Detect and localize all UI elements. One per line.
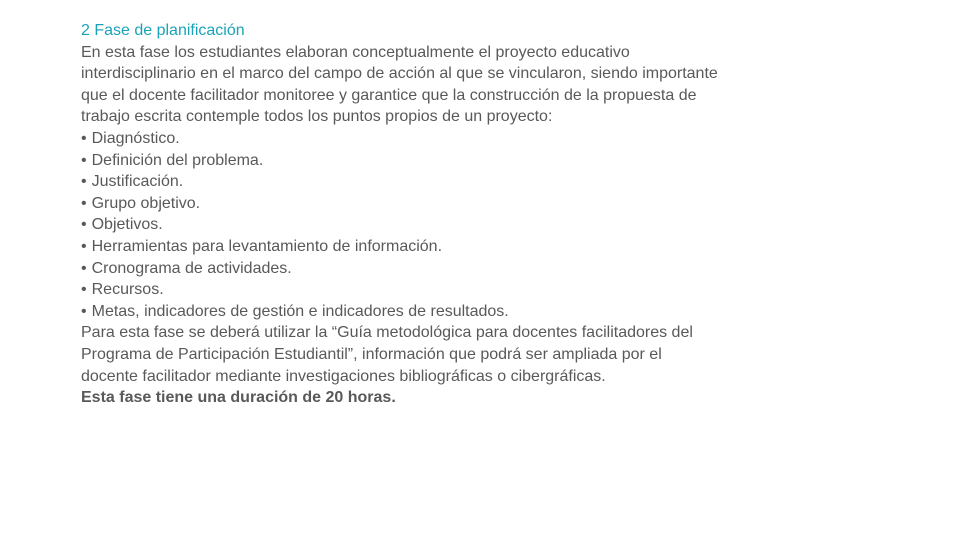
bullet-icon: • bbox=[81, 281, 87, 299]
section-title: 2 Fase de planificación bbox=[81, 22, 245, 39]
list-item bbox=[81, 236, 721, 258]
intro-paragraph: En esta fase los estudiantes elaboran conceptualmente el proyecto educativo interdisciplinario en el marco del campo de acción al que se vincularon, siendo importante que el docente facilitador monitoree y garantice que la construcción de la propuesta de trabajo escrita contemple todos los puntos propios de un proyecto: bbox=[81, 43, 718, 126]
list-item bbox=[81, 193, 721, 215]
list-item bbox=[81, 258, 721, 280]
list-item-text: Cronograma de actividades. bbox=[91, 259, 292, 277]
list-item-text: Objetivos. bbox=[91, 216, 163, 234]
bullet-icon: • bbox=[81, 259, 87, 277]
list-item-text: Justificación. bbox=[91, 173, 184, 191]
bullet-icon: • bbox=[81, 216, 87, 234]
bullet-icon: • bbox=[81, 237, 87, 255]
list-item bbox=[81, 214, 721, 236]
list-item-text: Herramientas para levantamiento de información. bbox=[91, 237, 443, 255]
slide-content bbox=[81, 20, 721, 409]
closing-paragraph: Para esta fase se deberá utilizar la “Guía metodológica para docentes facilitadores del Programa de Participación Estudiantil”, información que podrá ser ampliada por el docente facilitador mediante investigaciones bibliográficas o cibergráficas. bbox=[81, 324, 693, 385]
bullet-icon: • bbox=[81, 173, 87, 191]
list-item bbox=[81, 301, 721, 323]
list-item-text: Grupo objetivo. bbox=[91, 194, 201, 212]
list-item-text: Recursos. bbox=[91, 281, 164, 299]
list-item-text: Diagnóstico. bbox=[91, 129, 180, 147]
bullet-icon: • bbox=[81, 151, 87, 169]
bullet-icon: • bbox=[81, 129, 87, 147]
list-item bbox=[81, 128, 721, 150]
project-points-list bbox=[81, 128, 721, 322]
list-item-text: Definición del problema. bbox=[91, 151, 264, 169]
bullet-icon: • bbox=[81, 302, 87, 320]
list-item bbox=[81, 150, 721, 172]
list-item bbox=[81, 279, 721, 301]
list-item-text: Metas, indicadores de gestión e indicadores de resultados. bbox=[91, 302, 509, 320]
duration-note: Esta fase tiene una duración de 20 horas. bbox=[81, 389, 396, 407]
list-item bbox=[81, 171, 721, 193]
bullet-icon: • bbox=[81, 194, 87, 212]
